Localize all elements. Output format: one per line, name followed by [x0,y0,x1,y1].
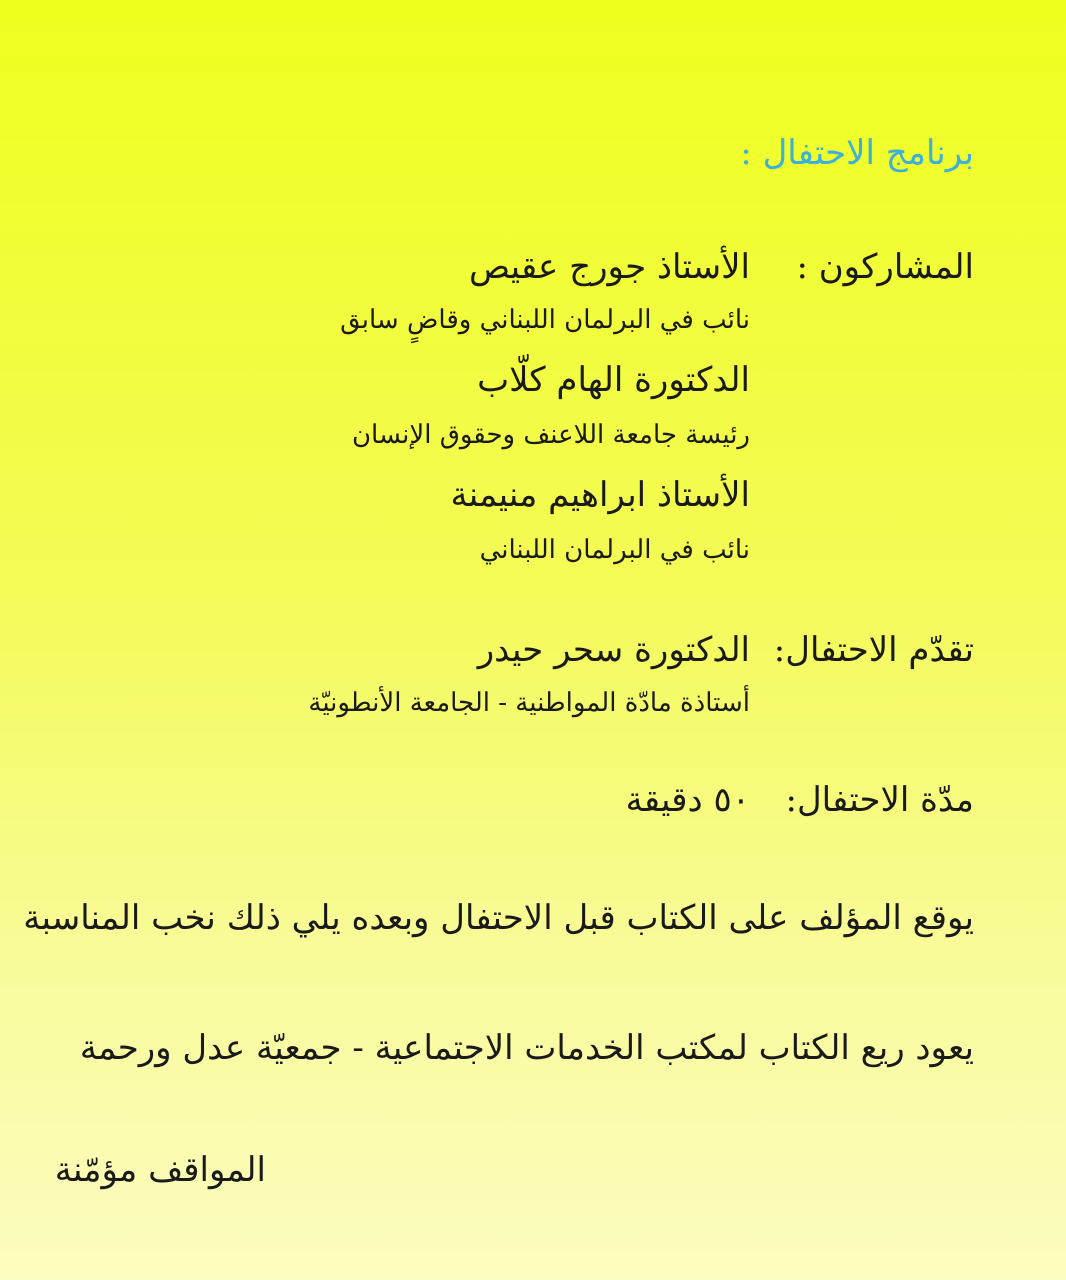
participant-name-2: الدكتورة الهام كلّاب [477,360,750,400]
note-proceeds: يعود ريع الكتاب لمكتب الخدمات الاجتماعية - جمعيّة عدل ورحمة [79,1028,974,1068]
note-signing: يوقع المؤلف على الكتاب قبل الاحتفال وبعده يلي ذلك نخب المناسبة [23,898,974,938]
duration-label: مدّة الاحتفال: [785,780,974,820]
presenter-label: تقدّم الاحتفال: [773,630,974,670]
participant-name-1: الأستاذ جورج عقيص [468,247,750,287]
participant-role-2: رئيسة جامعة اللاعنف وحقوق الإنسان [351,420,750,450]
note-parking: المواقف مؤمّنة [54,1150,266,1190]
duration-value: ٥٠ دقيقة [625,780,750,820]
participant-name-3: الأستاذ ابراهيم منيمنة [450,475,750,515]
program-title: برنامج الاحتفال : [740,133,974,173]
participant-role-3: نائب في البرلمان اللبناني [479,535,750,565]
presenter-role: أستاذة مادّة المواطنية - الجامعة الأنطونيّة [308,688,750,718]
participants-label: المشاركون : [796,247,974,287]
participant-role-1: نائب في البرلمان اللبناني وقاضٍ سابق [340,305,750,335]
presenter-name: الدكتورة سحر حيدر [477,630,750,670]
